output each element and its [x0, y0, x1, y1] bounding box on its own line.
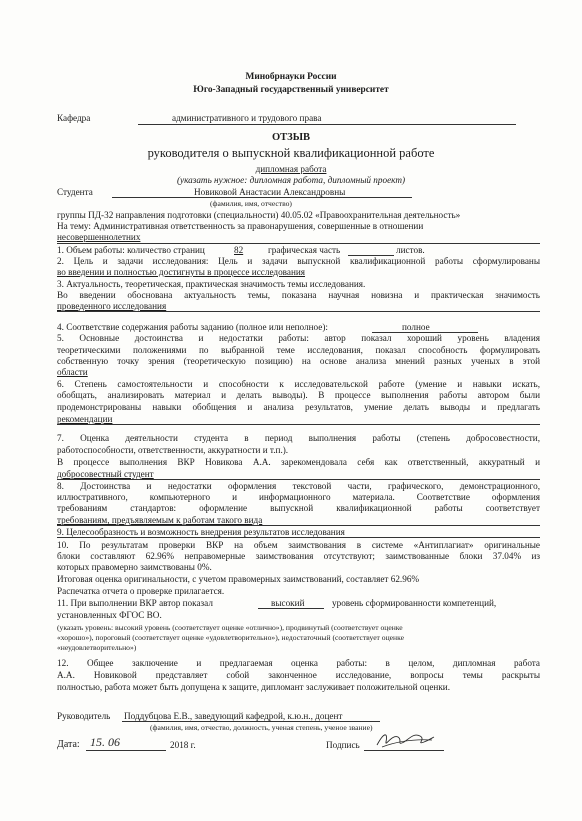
originality-score: Итоговая оценка оригинальности, с учетом правомерных заимствований, составляет 62.96%: [57, 574, 420, 584]
student-rule: [112, 197, 412, 198]
item-10-text: 10. По результатам проверки ВКР на объем заимствования в системе «Антиплагиат» оригинальные: [57, 540, 540, 550]
item-7-text: работоспособности, ответственности, аккуратности и т.п.).: [57, 445, 289, 455]
item-8-text: иллюстративного, компьютерного и информационного материала. Соответствие оформления: [57, 492, 540, 502]
item-3-text: проведенного исследования: [57, 301, 167, 311]
item-6-text: 6. Степень самостоятельности и способности к исследовательской работе (умение и навыки искать,: [57, 379, 540, 389]
item-8-rule: [57, 525, 540, 526]
item-5-text: собственную точку зрения (теоретическую позицию) на основе анализа мнений разных ученых в этой: [57, 356, 540, 366]
competence-level: высокий: [271, 598, 305, 608]
item-9-text: 9. Целесообразность и возможность внедрения результатов исследования: [57, 527, 345, 537]
signature-label: Подпись: [326, 740, 360, 750]
item-5-text: 5. Основные достоинства и недостатки работы: автор показал хороший уровень владения: [57, 333, 540, 343]
item-10-text: которых правомерно заимствованы 0%.: [57, 562, 212, 572]
supervisor-value: Поддубцова Е.В., заведующий кафедрой, к.ю.н., доцент: [124, 711, 343, 721]
item-12-text: полностью, работа может быть допущена к защите, дипломант заслуживает положительной оценки.: [57, 682, 451, 692]
report-note: Распечатка отчета о проверке прилагается.: [57, 586, 225, 596]
ministry-name: Минобрнауки России: [245, 72, 337, 82]
item-6-rule: [57, 424, 540, 425]
supervisor-rule: [122, 721, 380, 722]
group-line: группы ПД-32 направления подготовки (специальности) 40.05.02 «Правоохранительная деятельность»: [57, 210, 461, 220]
department-rule: [138, 124, 516, 125]
supervisor-label: Руководитель: [57, 711, 111, 721]
item-6-text: обобщать, анализировать материал и делать выводы). В процессе выполнения работы автором были: [57, 390, 540, 400]
page-count: 82: [234, 245, 244, 255]
work-type-hint: (указать нужное: дипломная работа, дипломный проект): [176, 175, 406, 185]
item-11-note: «неудовлетворительно»): [57, 643, 137, 652]
work-type: дипломная работа: [255, 164, 327, 174]
item-5-text: теоретическими положениями по выбранной теме исследования, показал способность формулировать: [57, 345, 540, 355]
topic-line: несовершеннолетних: [57, 232, 141, 242]
item-3-text: Во введении обоснована актуальность темы, показана научная новизна и практическая значимость: [57, 290, 540, 300]
item-7-text: 7. Оценка деятельности студента в период выполнения работы (степень добросовестности,: [57, 433, 540, 443]
item-1-middle: графическая часть: [268, 245, 341, 255]
item-11-note: «хорошо»), пороговый (соответствует оценке «удовлетворительно»), недостаточный (соответствует оценке: [57, 633, 404, 642]
item-7-text: добросовестный студент: [57, 469, 154, 479]
department-value: административного и трудового права: [172, 113, 322, 123]
topic-rule: [57, 243, 540, 244]
item-8-text: требованиям, предъявляемым к работам такого вида: [57, 515, 263, 525]
item-7-rule: [57, 479, 540, 480]
student-label: Студента: [57, 187, 93, 197]
supervisor-caption: (фамилия, имя, отчество, должность, ученая степень, ученое звание): [150, 723, 373, 732]
item-12-text: 12. Общее заключение и предлагаемая оценка работы: в целом, дипломная работа: [57, 658, 540, 668]
date-label: Дата:: [57, 739, 80, 750]
item-6-text: рекомендации: [57, 414, 113, 424]
date-year: 2018 г.: [170, 740, 196, 750]
document-title: ОТЗЫВ: [271, 132, 311, 143]
item-9-rule: [57, 537, 540, 538]
item-5-text: области: [57, 367, 88, 377]
document-subtitle: руководителя о выпускной квалификационной работе: [147, 146, 435, 160]
item-11-suffix: уровень сформированности компетенций,: [332, 598, 497, 608]
item-1-prefix: 1. Объем работы: количество страниц: [57, 245, 205, 255]
item-1-suffix: листов.: [396, 245, 425, 255]
item-11-text: установленных ФГОС ВО.: [57, 610, 162, 620]
item-8-text: требованиям стандартов: оформление выпускной квалификационной работы соответствует: [57, 503, 540, 513]
handwritten-signature: [374, 728, 436, 750]
item-11-note: (указать уровень: высокий уровень (соответствует оценке «отлично»), продвинутый (соответствует оценке: [57, 623, 403, 632]
date-value: 15. 06: [90, 735, 120, 749]
item-11-prefix: 11. При выполнении ВКР автор показал: [57, 598, 213, 608]
item-11-rule: [258, 608, 324, 609]
signature-rule: [364, 750, 444, 751]
university-name: Юго-Западный государственный университет: [193, 85, 389, 95]
item-4-value: полное: [402, 322, 430, 332]
department-label: Кафедра: [57, 113, 91, 123]
item-6-text: продемонстрированы навыки обобщения и анализа результатов, умение делать выводы и предлагать: [57, 402, 540, 412]
item-3-title: 3. Актуальность, теоретическая, практическая значимость темы исследования.: [57, 279, 366, 289]
item-2-text: 2. Цель и задачи исследования: Цель и задачи выпускной квалификационной работы сформулированы: [57, 256, 540, 266]
item-12-text: А.А. Новиковой представляет собой законченное исследование, вопросы темы раскрыты: [57, 670, 540, 680]
student-caption: (фамилия, имя, отчество): [210, 199, 292, 208]
item-10-text: блоки составляют 62.96% неправомерные заимствования отсутствуют; заимствованные блоки 37.04% из: [57, 551, 540, 561]
item-7-text: В процессе выполнения ВКР Новикова А.А. зарекомендовала себя как ответственный, аккуратный и: [57, 457, 540, 467]
student-name: Новиковой Анастасии Александровны: [194, 187, 346, 197]
item-2-text: во введении и полностью достигнуты в процессе исследования: [57, 267, 306, 277]
item-8-text: 8. Достоинства и недостатки оформления текстовой части, графического, демонстрационного,: [57, 481, 540, 491]
date-rule: [86, 750, 166, 751]
topic-line: На тему: Административная ответственность за правонарушения, совершенные в отношении: [57, 221, 424, 231]
item-3-rule: [57, 311, 540, 312]
item-4-prefix: 4. Соответствие содержания работы заданию (полное или неполное):: [57, 322, 328, 332]
